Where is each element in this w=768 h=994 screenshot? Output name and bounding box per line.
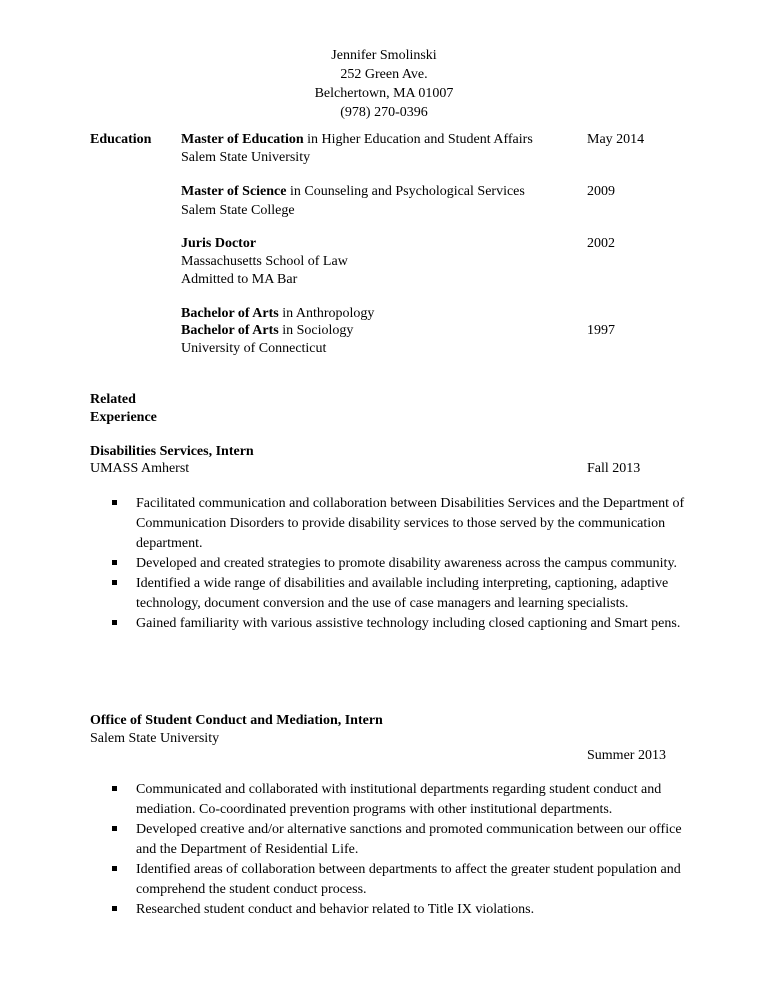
applicant-name: Jennifer Smolinski <box>331 48 437 63</box>
school-name: Salem State University <box>181 150 311 165</box>
city-state-zip: Belchertown, MA 01007 <box>314 86 454 101</box>
job-date: Summer 2013 <box>587 748 666 763</box>
list-item: Gained familiarity with various assistive technology including closed captioning and Smart pens. <box>136 614 696 634</box>
list-item: Developed creative and/or alternative sanctions and promoted communication between our office and the Department of Residential Life. <box>136 820 696 860</box>
degree-field: in Higher Education and Student Affairs <box>303 132 533 147</box>
job-title: Office of Student Conduct and Mediation, Intern <box>90 713 383 728</box>
education-date: May 2014 <box>587 132 645 147</box>
school-name: Massachusetts School of Law <box>181 254 348 269</box>
job-bullet-list <box>136 494 696 634</box>
job-title: Disabilities Services, Intern <box>90 444 254 459</box>
degree-line <box>181 183 525 201</box>
street-address: 252 Green Ave. <box>340 67 428 82</box>
education-date: 1997 <box>587 323 615 338</box>
list-item: Facilitated communication and collaboration between Disabilities Services and the Department of Communication Disorders to provide disability services to those served by the communication department. <box>136 494 696 554</box>
degree-name: Juris Doctor <box>181 236 257 251</box>
list-item: Communicated and collaborated with institutional departments regarding student conduct and mediation. Co-coordinated prevention programs with other institutional departments. <box>136 780 696 820</box>
bar-admission: Admitted to MA Bar <box>181 272 298 287</box>
degree-line <box>181 305 374 323</box>
bullet-marker <box>112 500 117 505</box>
job-bullet-list <box>136 780 696 920</box>
bullet-marker <box>112 620 117 625</box>
experience-heading: Related <box>90 392 136 407</box>
job-organization: Salem State University <box>90 731 220 746</box>
degree-name: Master of Education <box>181 132 304 147</box>
job-organization: UMASS Amherst <box>90 461 190 476</box>
job-date: Fall 2013 <box>587 461 641 476</box>
degree-name: Bachelor of Arts <box>181 306 279 321</box>
school-name: Salem State College <box>181 203 295 218</box>
list-item: Researched student conduct and behavior related to Title IX violations. <box>136 900 696 920</box>
degree-field: in Counseling and Psychological Services <box>286 184 525 199</box>
degree-name: Master of Science <box>181 184 287 199</box>
contact-header <box>0 46 768 122</box>
list-item: Developed and created strategies to promote disability awareness across the campus community. <box>136 554 696 574</box>
bullet-marker <box>112 906 117 911</box>
bullet-marker <box>112 560 117 565</box>
school-name: University of Connecticut <box>181 341 327 356</box>
degree-line <box>181 131 533 149</box>
list-item: Identified a wide range of disabilities and available including interpreting, captioning, adaptive technology, document conversion and the use of case managers and learning specialists. <box>136 574 696 614</box>
bullet-marker <box>112 786 117 791</box>
phone-number: (978) 270-0396 <box>340 105 428 120</box>
degree-field: in Anthropology <box>278 306 375 321</box>
education-date: 2002 <box>587 236 615 251</box>
bullet-marker <box>112 580 117 585</box>
bullet-marker <box>112 866 117 871</box>
degree-field: in Sociology <box>278 323 354 338</box>
list-item: Identified areas of collaboration between departments to affect the greater student population and comprehend the student conduct process. <box>136 860 696 900</box>
education-heading: Education <box>90 132 152 147</box>
bullet-marker <box>112 826 117 831</box>
education-date: 2009 <box>587 184 615 199</box>
degree-line <box>181 322 353 340</box>
experience-heading: Experience <box>90 410 157 425</box>
degree-name: Bachelor of Arts <box>181 323 279 338</box>
